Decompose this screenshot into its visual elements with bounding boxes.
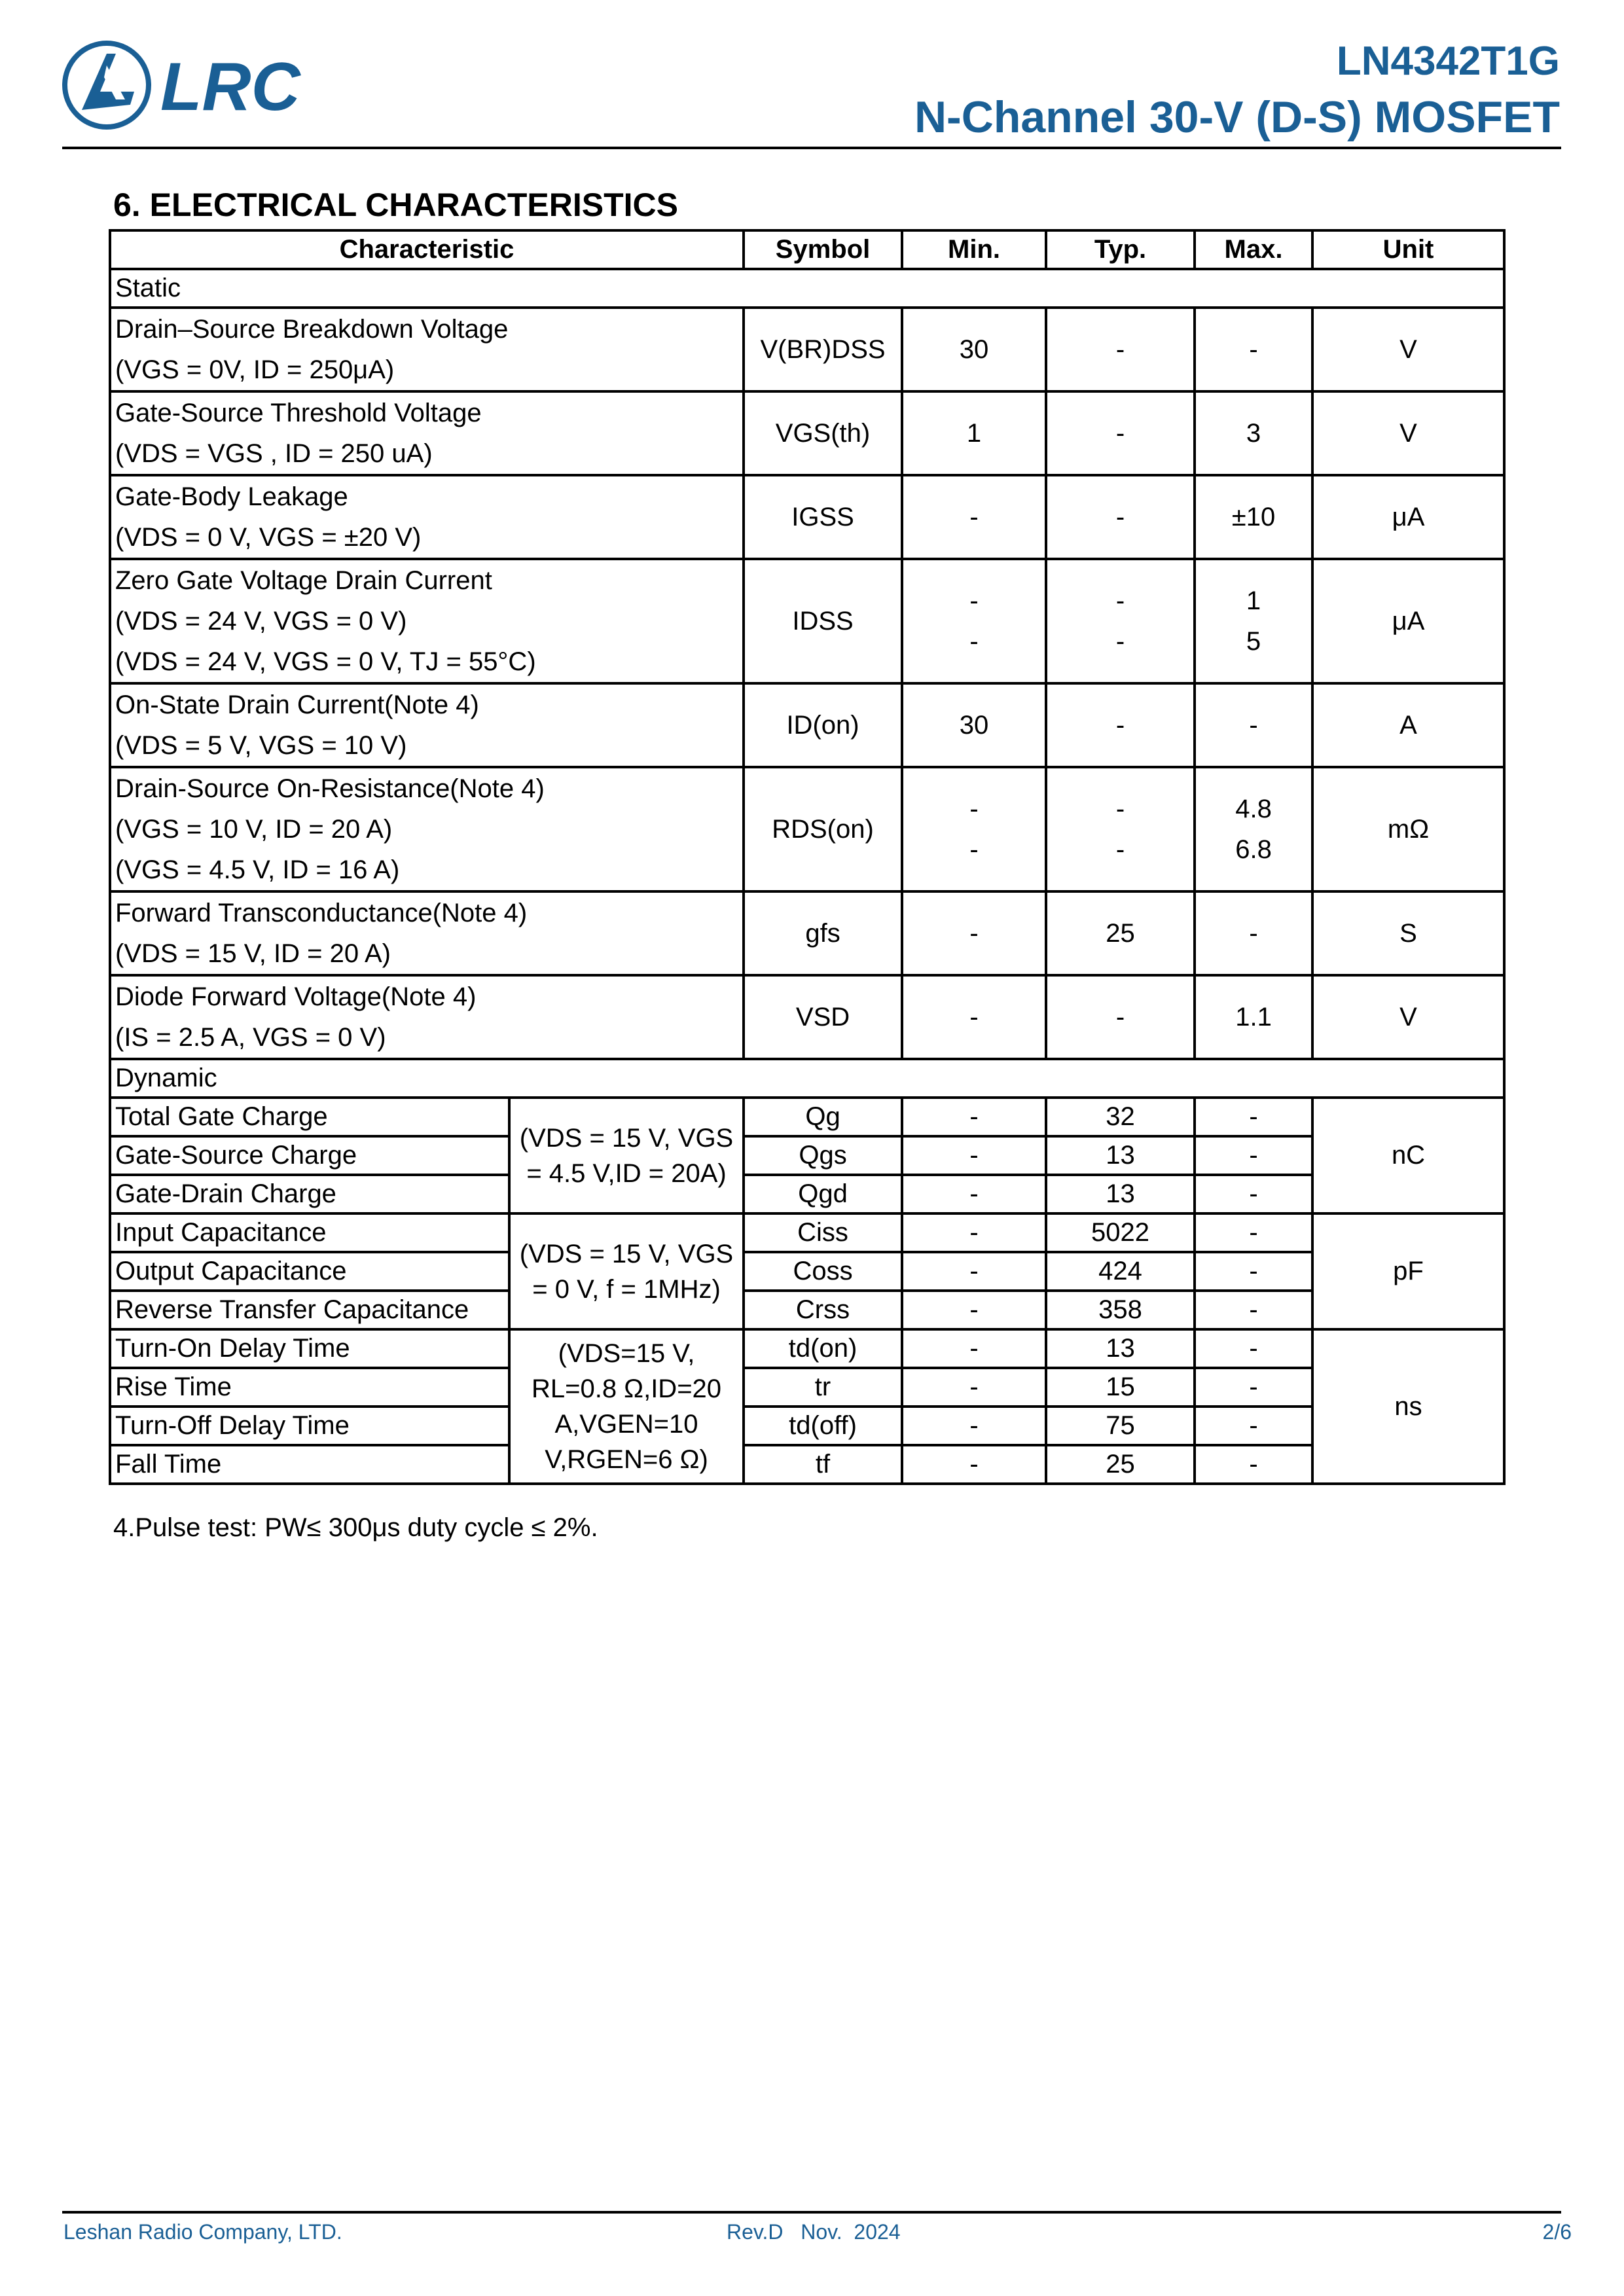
cell-max: -: [1195, 1252, 1312, 1291]
table-row: [110, 559, 1504, 683]
cell-min: -: [902, 1175, 1046, 1213]
footer-revision: Rev.D Nov. 2024: [727, 2220, 901, 2244]
cell-min: 30: [902, 308, 1046, 391]
static-section-row: [110, 269, 1504, 308]
cell-unit: S: [1312, 891, 1504, 975]
cell-symbol: Crss: [744, 1291, 902, 1329]
cell-max: 3: [1195, 391, 1312, 475]
cell-typ: -: [1046, 391, 1195, 475]
cell-max-line: 5: [1246, 627, 1261, 656]
characteristic-line: Forward Transconductance(Note 4): [115, 899, 528, 927]
cell-min: -: [902, 1213, 1046, 1252]
cell-max: -: [1195, 1445, 1312, 1484]
cell-max: -: [1195, 1175, 1312, 1213]
characteristic-cell: [110, 559, 744, 683]
table-row: [110, 1098, 1504, 1136]
table-row: [110, 1368, 1504, 1407]
table-row: [110, 1213, 1504, 1252]
parameter-name: Fall Time: [110, 1445, 509, 1484]
cell-unit: V: [1312, 308, 1504, 391]
cell-typ: 13: [1046, 1175, 1195, 1213]
footnote: 4.Pulse test: PW≤ 300μs duty cycle ≤ 2%.: [113, 1513, 598, 1542]
cell-symbol: Qgs: [744, 1136, 902, 1175]
table-row: [110, 1252, 1504, 1291]
table-header-row: [110, 230, 1504, 269]
characteristic-line: (VDS = 0 V, VGS = ±20 V): [115, 523, 422, 552]
cell-unit: μA: [1312, 559, 1504, 683]
cell-max-line: 6.8: [1235, 835, 1272, 864]
cell-typ: 75: [1046, 1407, 1195, 1445]
table-row: [110, 1329, 1504, 1368]
cell-symbol: Coss: [744, 1252, 902, 1291]
cell-max: ±10: [1195, 475, 1312, 559]
cell-max-line: 4.8: [1235, 795, 1272, 823]
cell-min: 1: [902, 391, 1046, 475]
cell-min: -: [902, 1407, 1046, 1445]
cell-typ: -: [1046, 975, 1195, 1059]
cell-max: [1195, 767, 1312, 891]
characteristic-line: (VDS = 15 V, ID = 20 A): [115, 939, 391, 968]
characteristic-cell: [110, 767, 744, 891]
header-characteristic: Characteristic: [110, 230, 744, 269]
header-max: Max.: [1195, 230, 1312, 269]
cell-typ: 15: [1046, 1368, 1195, 1407]
characteristic-cell: [110, 683, 744, 767]
characteristic-cell: [110, 308, 744, 391]
static-section-label: Static: [110, 269, 1504, 308]
characteristic-line: Gate-Source Threshold Voltage: [115, 399, 482, 427]
cell-min: -: [902, 475, 1046, 559]
header-min: Min.: [902, 230, 1046, 269]
part-number: LN4342T1G: [1336, 39, 1560, 84]
cell-min: -: [902, 1136, 1046, 1175]
cell-min: -: [902, 891, 1046, 975]
cell-symbol: gfs: [744, 891, 902, 975]
lrc-logo: [62, 39, 324, 131]
cell-typ: -: [1046, 308, 1195, 391]
cell-symbol: ID(on): [744, 683, 902, 767]
cell-max: -: [1195, 683, 1312, 767]
characteristic-line: (VGS = 0V, ID = 250μA): [115, 355, 395, 384]
logo-text: LRC: [160, 49, 300, 125]
cell-typ-line: -: [1115, 586, 1125, 615]
cell-max: -: [1195, 891, 1312, 975]
cell-typ-line: -: [1115, 795, 1125, 823]
table-row: [110, 475, 1504, 559]
cell-min: -: [902, 975, 1046, 1059]
cell-min: -: [902, 1098, 1046, 1136]
table-row: [110, 308, 1504, 391]
characteristic-line: Drain–Source Breakdown Voltage: [115, 315, 509, 344]
cell-min: -: [902, 1252, 1046, 1291]
cell-typ: 5022: [1046, 1213, 1195, 1252]
cell-typ: 25: [1046, 1445, 1195, 1484]
characteristic-cell: [110, 975, 744, 1059]
header-symbol: Symbol: [744, 230, 902, 269]
cell-max: -: [1195, 1213, 1312, 1252]
cell-symbol: IDSS: [744, 559, 902, 683]
cell-symbol: tf: [744, 1445, 902, 1484]
cell-min: -: [902, 1329, 1046, 1368]
parameter-name: Gate-Source Charge: [110, 1136, 509, 1175]
table-row: [110, 1136, 1504, 1175]
cell-max: [1195, 559, 1312, 683]
table-row: [110, 391, 1504, 475]
cell-symbol: VGS(th): [744, 391, 902, 475]
cell-typ: -: [1046, 475, 1195, 559]
electrical-characteristics-table: [109, 229, 1506, 1485]
dynamic-section-label: Dynamic: [110, 1059, 1504, 1098]
cell-typ: [1046, 559, 1195, 683]
parameter-name: Total Gate Charge: [110, 1098, 509, 1136]
cell-typ: 13: [1046, 1329, 1195, 1368]
cell-min-line: -: [969, 835, 979, 864]
table-row: [110, 683, 1504, 767]
characteristic-cell: [110, 891, 744, 975]
parameter-name: Input Capacitance: [110, 1213, 509, 1252]
table-row: [110, 891, 1504, 975]
cell-typ-line: -: [1115, 627, 1125, 656]
cell-typ: -: [1046, 683, 1195, 767]
cell-symbol: IGSS: [744, 475, 902, 559]
characteristic-line: (VDS = 5 V, VGS = 10 V): [115, 731, 407, 760]
table-body: [110, 269, 1504, 1484]
characteristic-line: (VGS = 10 V, ID = 20 A): [115, 815, 393, 844]
cell-typ: 32: [1046, 1098, 1195, 1136]
parameter-name: Gate-Drain Charge: [110, 1175, 509, 1213]
cell-typ: 25: [1046, 891, 1195, 975]
table-row: [110, 1175, 1504, 1213]
header-unit: Unit: [1312, 230, 1504, 269]
footer-company: Leshan Radio Company, LTD.: [63, 2220, 342, 2244]
cell-symbol: RDS(on): [744, 767, 902, 891]
footer-page-number: 2/6: [1542, 2220, 1572, 2244]
cell-unit: V: [1312, 391, 1504, 475]
cell-max: 1.1: [1195, 975, 1312, 1059]
characteristic-line: (IS = 2.5 A, VGS = 0 V): [115, 1023, 386, 1052]
cell-max: -: [1195, 1329, 1312, 1368]
characteristic-line: (VDS = VGS , ID = 250 uA): [115, 439, 433, 468]
cell-min-line: -: [969, 795, 979, 823]
characteristic-line: Diode Forward Voltage(Note 4): [115, 982, 477, 1011]
cell-symbol: tr: [744, 1368, 902, 1407]
parameter-name: Turn-Off Delay Time: [110, 1407, 509, 1445]
cell-unit: nC: [1312, 1098, 1504, 1213]
cell-symbol: VSD: [744, 975, 902, 1059]
characteristic-line: (VGS = 4.5 V, ID = 16 A): [115, 855, 400, 884]
header-divider: [62, 147, 1561, 149]
cell-unit: ns: [1312, 1329, 1504, 1484]
cell-symbol: td(on): [744, 1329, 902, 1368]
cell-min: -: [902, 1445, 1046, 1484]
cell-typ: 358: [1046, 1291, 1195, 1329]
cell-min: 30: [902, 683, 1046, 767]
cell-symbol: Qg: [744, 1098, 902, 1136]
cell-min: -: [902, 1291, 1046, 1329]
cell-unit: V: [1312, 975, 1504, 1059]
section-title: 6. ELECTRICAL CHARACTERISTICS: [113, 187, 679, 223]
characteristic-line: Gate-Body Leakage: [115, 482, 348, 511]
dynamic-section-row: [110, 1059, 1504, 1098]
cell-symbol: Ciss: [744, 1213, 902, 1252]
parameter-name: Turn-On Delay Time: [110, 1329, 509, 1368]
test-condition: (VDS = 15 V, VGS = 0 V, f = 1MHz): [509, 1213, 744, 1329]
cell-typ: 424: [1046, 1252, 1195, 1291]
parameter-name: Reverse Transfer Capacitance: [110, 1291, 509, 1329]
cell-min: -: [902, 1368, 1046, 1407]
cell-max: -: [1195, 308, 1312, 391]
table-row: [110, 1445, 1504, 1484]
parameter-name: Rise Time: [110, 1368, 509, 1407]
cell-unit: mΩ: [1312, 767, 1504, 891]
cell-symbol: td(off): [744, 1407, 902, 1445]
device-description: N-Channel 30-V (D-S) MOSFET: [914, 92, 1560, 142]
test-condition: (VDS = 15 V, VGS = 4.5 V,ID = 20A): [509, 1098, 744, 1213]
cell-typ-line: -: [1115, 835, 1125, 864]
header-typ: Typ.: [1046, 230, 1195, 269]
cell-unit: pF: [1312, 1213, 1504, 1329]
characteristic-line: Drain-Source On-Resistance(Note 4): [115, 774, 545, 803]
cell-typ: 13: [1046, 1136, 1195, 1175]
cell-typ: [1046, 767, 1195, 891]
characteristic-line: On-State Drain Current(Note 4): [115, 691, 479, 719]
characteristic-line: (VDS = 24 V, VGS = 0 V, TJ = 55°C): [115, 647, 536, 676]
table-row: [110, 975, 1504, 1059]
cell-min: [902, 559, 1046, 683]
cell-max: -: [1195, 1407, 1312, 1445]
table-row: [110, 1407, 1504, 1445]
characteristic-line: (VDS = 24 V, VGS = 0 V): [115, 607, 407, 636]
cell-max: -: [1195, 1291, 1312, 1329]
cell-unit: A: [1312, 683, 1504, 767]
cell-max: -: [1195, 1136, 1312, 1175]
table-row: [110, 767, 1504, 891]
footer-divider: [62, 2211, 1561, 2214]
cell-unit: μA: [1312, 475, 1504, 559]
test-condition: (VDS=15 V, RL=0.8 Ω,ID=20 A,VGEN=10 V,RGEN=6 Ω): [509, 1329, 744, 1484]
parameter-name: Output Capacitance: [110, 1252, 509, 1291]
cell-symbol: V(BR)DSS: [744, 308, 902, 391]
cell-max-line: 1: [1246, 586, 1261, 615]
table-row: [110, 1291, 1504, 1329]
cell-min-line: -: [969, 627, 979, 656]
cell-max: -: [1195, 1098, 1312, 1136]
cell-max: -: [1195, 1368, 1312, 1407]
cell-symbol: Qgd: [744, 1175, 902, 1213]
cell-min: [902, 767, 1046, 891]
characteristic-cell: [110, 475, 744, 559]
characteristic-line: Zero Gate Voltage Drain Current: [115, 566, 492, 595]
cell-min-line: -: [969, 586, 979, 615]
characteristic-cell: [110, 391, 744, 475]
